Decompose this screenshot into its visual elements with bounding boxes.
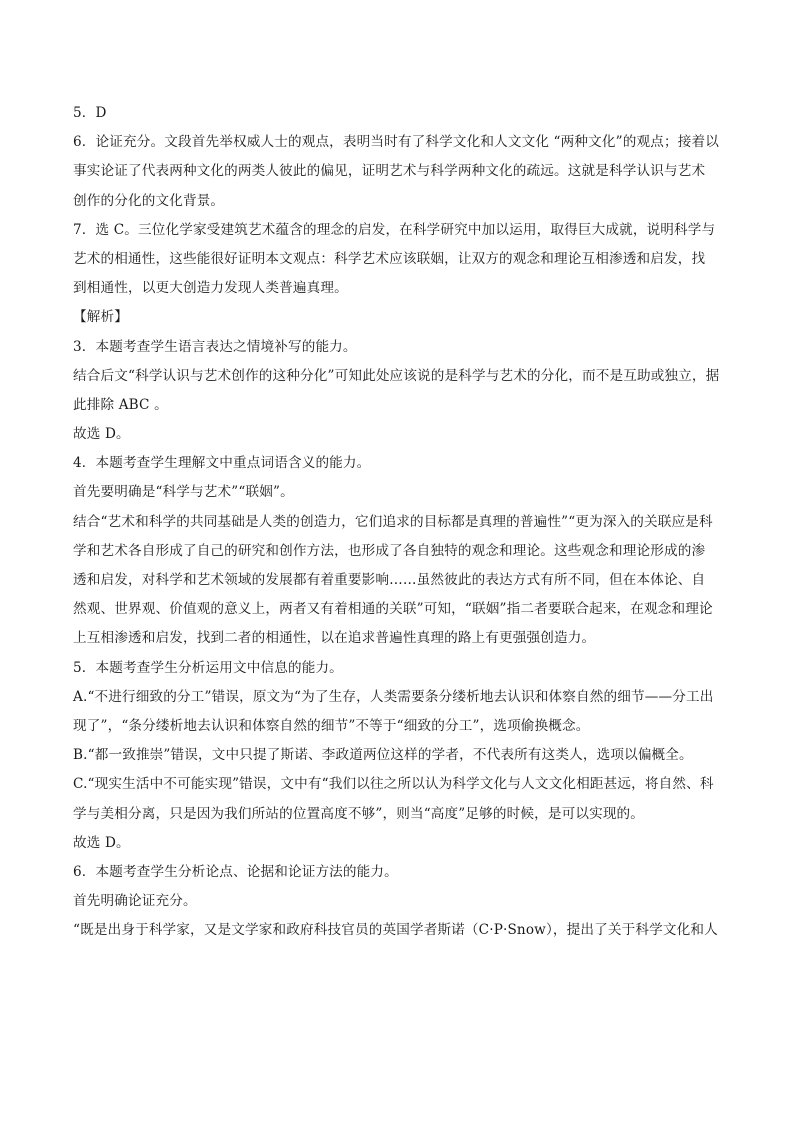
analysis-6-title: 6．本题考查学生分析论点、论据和论证方法的能力。	[73, 863, 398, 880]
analysis-5-option-b: B.“都一致推崇”错误，文中只提了斯诺、李政道两位这样的学者，不代表所有这类人，选项以偏概全。	[73, 747, 693, 764]
document-body	[73, 99, 723, 945]
analysis-3-line-1: 结合后文“科学认识与艺术创作的这种分化”可知此处应该说的是科学与艺术的分化，而不是互助或独立，据	[73, 367, 720, 384]
analysis-4-line-5: 然观、世界观、价值观的意义上，两者又有着相通的关联”可知，“联姻”指二者要联合起来，在观念和理论	[73, 601, 713, 618]
analysis-4-line-4: 透和启发，对科学和艺术领域的发展都有着重要影响……虽然彼此的表达方式有所不同，但在本体论、自	[73, 572, 706, 588]
analysis-6-line-1: 首先明确论证充分。	[73, 893, 197, 910]
answer-6-line-3: 创作的分化的文化背景。	[73, 192, 225, 209]
answer-6-line-1: 6．论证充分。文段首先举权威人士的观点，表明当时有了科学文化和人文文化 “两种文化”的观点；接着以	[73, 134, 719, 151]
analysis-4-line-1: 首先要明确是“科学与艺术”“联姻”。	[73, 484, 294, 501]
analysis-heading: 【解析】	[73, 309, 128, 326]
analysis-5-title: 5．本题考查学生分析运用文中信息的能力。	[73, 659, 343, 676]
analysis-3-line-2: 此排除 ABC 。	[73, 396, 168, 413]
answer-5: 5．D	[73, 105, 107, 121]
analysis-3-title: 3．本题考查学生语言表达之情境补写的能力。	[73, 338, 357, 355]
analysis-4-title: 4．本题考查学生理解文中重点词语含义的能力。	[73, 455, 371, 472]
analysis-3-conclusion: 故选 D。	[73, 426, 130, 443]
analysis-4-line-6: 上互相渗透和启发，找到二者的相通性，以在追求普遍性真理的路上有更强强创造力。	[73, 630, 596, 647]
analysis-5-option-a-line-1: A.“不进行细致的分工”错误，原文为“为了生存，人类需要条分缕析地去认识和体察自然的细节——分工出	[73, 688, 714, 705]
answer-6-line-2: 事实论证了代表两种文化的两类人彼此的偏见，证明艺术与科学两种文化的疏远。这就是科学认识与艺术	[73, 163, 706, 180]
analysis-4-line-3: 学和艺术各自形成了自己的研究和创作方法，也形成了各自独特的观念和理论。这些观念和理论形成的渗	[73, 542, 706, 559]
answer-7-line-1: 7．选 C。三位化学家受建筑艺术蕴含的理念的启发，在科学研究中加以运用，取得巨大成就，说明科学与	[73, 221, 716, 238]
analysis-5-option-c-line-2: 学与美相分离，只是因为我们所站的位置高度不够”，则当“高度”足够的时候，是可以实现的。	[73, 805, 645, 822]
answer-7-line-2: 艺术的相通性，这些能很好证明本文观点：科学艺术应该联姻，让双方的观念和理论互相渗透和启发，找	[73, 250, 706, 267]
analysis-5-option-c-line-1: C.“现实生活中不可能实现”错误，文中有“我们以往之所以认为科学文化与人文文化相距甚远，将自然、科	[73, 776, 714, 793]
analysis-6-line-2: “既是出身于科学家，又是文学家和政府科技官员的英国学者斯诺（C·P·Snow），提出了关于科学文化和人	[73, 922, 718, 939]
analysis-5-option-a-line-2: 现了”，“条分缕析地去认识和体察自然的细节”不等于“细致的分工”，选项偷换概念。	[73, 717, 590, 734]
answer-7-line-3: 到相通性，以更大创造力发现人类普遍真理。	[73, 280, 348, 297]
analysis-5-conclusion: 故选 D。	[73, 834, 130, 851]
analysis-4-line-2: 结合“艺术和科学的共同基础是人类的创造力，它们追求的目标都是真理的普遍性”“更为深入的关联应是科	[73, 513, 713, 530]
